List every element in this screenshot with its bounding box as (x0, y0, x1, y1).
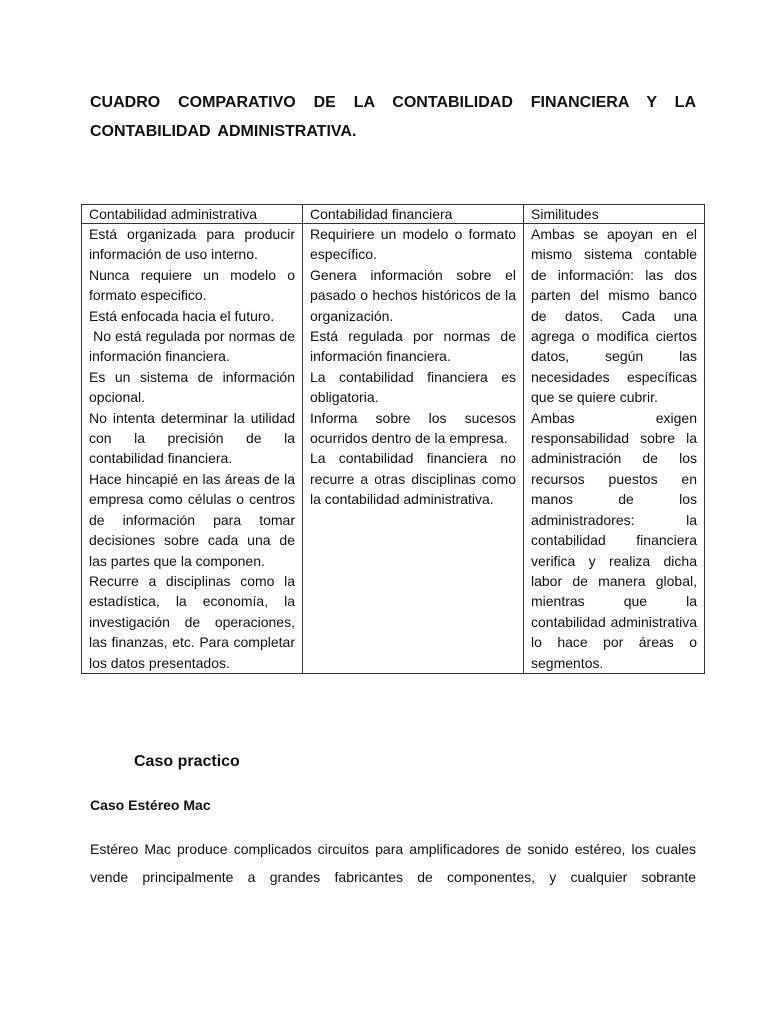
list-item: Hace hincapié en las áreas de la empresa como células o centros de información para tomar decisiones sobre cada una de las partes que la componen. (89, 470, 295, 569)
list-item: Recurre a disciplinas como la estadística, la economía, la investigación de operaciones, las finanzas, etc. Para completar los datos presentados. (89, 572, 295, 671)
table-row (82, 224, 705, 674)
list-item: Informa sobre los sucesos ocurridos dentro de la empresa. (310, 409, 516, 447)
section-heading: Caso practico (134, 753, 240, 770)
list-item: La contabilidad financiera es obligatoria. (310, 368, 516, 406)
cell-similitudes (524, 224, 705, 674)
list-item: Genera información sobre el pasado o hechos históricos de la organización. (310, 266, 516, 324)
list-item: No está regulada por normas de información financiera. (89, 328, 299, 365)
list-item: Es un sistema de información opcional. (89, 368, 295, 406)
cell-admin (82, 224, 303, 674)
table-header-row (82, 205, 705, 224)
list-item: Nunca requiere un modelo o formato especifico. (89, 266, 295, 304)
list-item: Está regulada por normas de información financiera. (310, 328, 516, 365)
list-item: Está organizada para producir información de uso interno. (89, 226, 295, 263)
case-subheading: Caso Estéreo Mac (90, 797, 211, 813)
cell-financiera (303, 224, 524, 674)
list-item: Ambas se apoyan en el mismo sistema contable de información: las dos parten del mismo banco de datos. Cada una agrega o modifica ciertos datos, según las necesidades específicas que se quiere cubrir. (531, 226, 697, 406)
list-item: La contabilidad financiera no recurre a otras disciplinas como la contabilidad administrativa. (310, 450, 516, 508)
header-similitudes: Similitudes (524, 205, 705, 224)
list-item: Requiriere un modelo o formato específico. (310, 226, 516, 263)
document-title: CUADRO COMPARATIVO DE LA CONTABILIDAD FINANCIERA Y LA CONTABILIDAD ADMINISTRATIVA. (90, 94, 696, 140)
header-admin: Contabilidad administrativa (82, 205, 303, 224)
case-paragraph: Estéreo Mac produce complicados circuitos para amplificadores de sonido estéreo, los cuales vende principalmente a grandes fabricantes de componentes, y cualquier sobrante (90, 841, 696, 885)
list-item: Ambas exigen responsabilidad sobre la administración de los recursos puestos en manos de los administradores: la contabilidad financiera verifica y realiza dicha labor de manera global, mientras que la contabilidad administrativa lo hace por áreas o segmentos. (531, 409, 697, 671)
header-financiera: Contabilidad financiera (303, 205, 524, 224)
list-item: Está enfocada hacia el futuro. (89, 307, 275, 324)
comparison-table (81, 204, 705, 674)
list-item: No intenta determinar la utilidad con la precisión de la contabilidad financiera. (89, 409, 295, 467)
